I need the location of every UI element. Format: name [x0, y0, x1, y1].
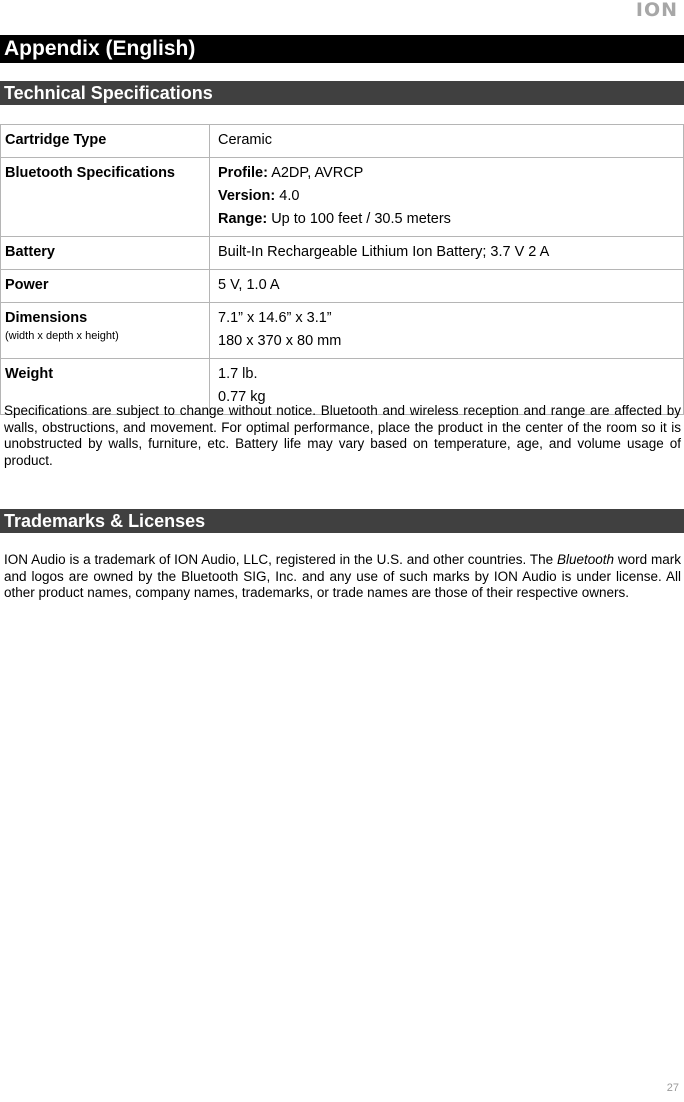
- trademarks-text-start: ION Audio is a trademark of ION Audio, LLC, registered in the U.S. and other countries. The: [4, 552, 557, 567]
- section-heading-trademarks-licenses: Trademarks & Licenses: [0, 509, 684, 533]
- spec-label: Weight: [1, 359, 210, 415]
- spec-value: [210, 303, 684, 359]
- table-row: [1, 237, 684, 270]
- table-row: [1, 270, 684, 303]
- specifications-table: [0, 124, 684, 415]
- table-row: [1, 158, 684, 237]
- page-number: 27: [666, 1082, 679, 1094]
- profile-value: A2DP, AVRCP: [271, 165, 364, 181]
- dimensions-sublabel: (width x depth x height): [5, 330, 119, 342]
- range-value: Up to 100 feet / 30.5 meters: [271, 211, 451, 227]
- section-heading-technical-specifications: Technical Specifications: [0, 81, 684, 105]
- spec-label: Cartridge Type: [1, 125, 210, 158]
- spec-label: Bluetooth Specifications: [1, 158, 210, 237]
- spec-value: Built-In Rechargeable Lithium Ion Battery; 3.7 V 2 A: [210, 237, 684, 270]
- spec-value: Ceramic: [210, 125, 684, 158]
- bluetooth-version: [218, 185, 679, 208]
- spec-label: [1, 303, 210, 359]
- table-row: [1, 303, 684, 359]
- version-label: Version:: [218, 188, 276, 204]
- spec-label: Power: [1, 270, 210, 303]
- spec-value: [210, 158, 684, 237]
- profile-label: Profile:: [218, 165, 268, 181]
- ion-logo: ION: [635, 0, 678, 21]
- trademarks-text-end: word mark and logos are owned by the Bluetooth SIG, Inc. and any use of such marks by ION Audio is under license. All other product names, company names, trademarks, or trade names are those of their respective owners.: [4, 552, 681, 600]
- range-label: Range:: [218, 211, 268, 227]
- table-row: [1, 125, 684, 158]
- weight-imperial: 1.7 lb.: [218, 366, 258, 382]
- version-value: 4.0: [279, 188, 300, 204]
- dimensions-imperial: 7.1” x 14.6” x 3.1”: [218, 310, 332, 326]
- specifications-note: Specifications are subject to change without notice. Bluetooth and wireless reception and range are affected by walls, obstructions, and movement. For optimal performance, place the product in the center of the room so it is unobstructed by walls, furniture, etc. Battery life may vary based on temperature, age, and volume usage of product.: [4, 403, 681, 468]
- dimensions-metric: 180 x 370 x 80 mm: [218, 333, 342, 349]
- page-title: Appendix (English): [0, 35, 684, 63]
- dimensions-label: Dimensions: [5, 310, 88, 326]
- trademarks-paragraph: [4, 552, 681, 602]
- spec-label: Battery: [1, 237, 210, 270]
- bluetooth-range: [218, 208, 679, 231]
- bluetooth-profile: [218, 162, 679, 185]
- weight-metric: 0.77 kg: [218, 389, 266, 405]
- bluetooth-word-italic: Bluetooth: [556, 552, 615, 567]
- spec-value: 5 V, 1.0 A: [210, 270, 684, 303]
